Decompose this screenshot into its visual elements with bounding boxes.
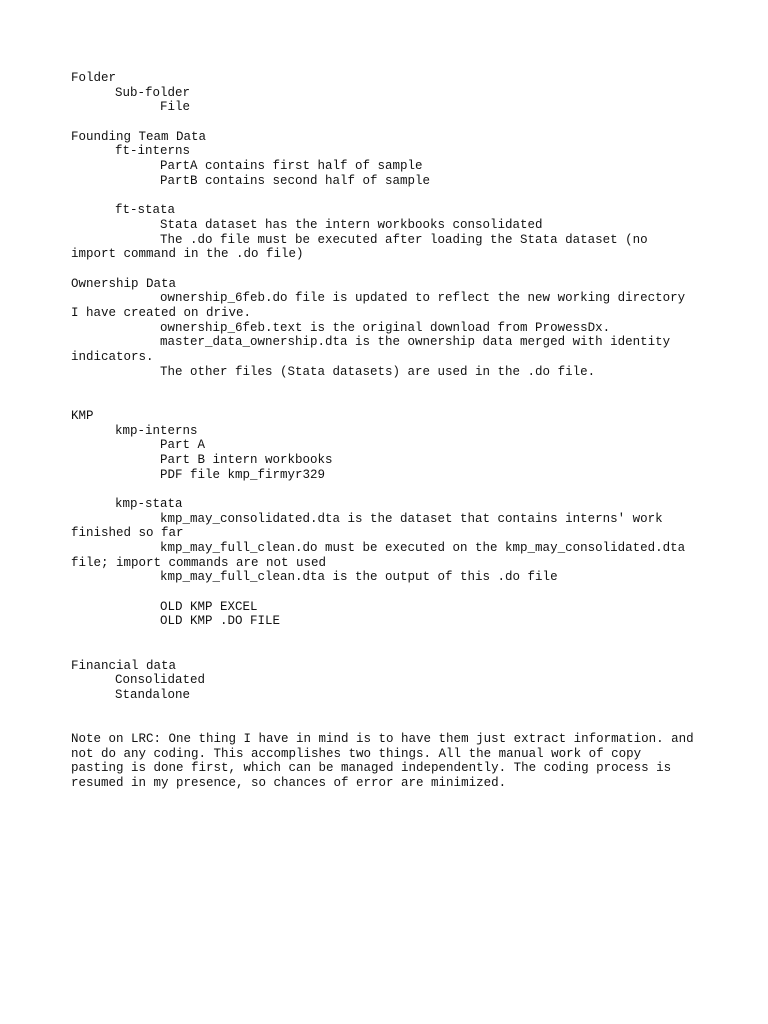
kmp-stata-line: kmp_may_full_clean.do must be executed on the kmp_may_consolidated.dta <box>160 541 686 555</box>
kmp-interns-item: Part A <box>160 438 206 453</box>
spacer <box>71 262 711 277</box>
ft-stata-folder: ft-stata <box>115 203 176 218</box>
founding-team-heading: Founding Team Data <box>71 129 207 144</box>
document-page <box>71 71 711 791</box>
kmp-old-item: OLD KMP EXCEL <box>160 599 258 614</box>
spacer <box>71 379 711 394</box>
ownership-line-wrap: I have created on drive. <box>71 306 252 320</box>
kmp-stata-line: kmp_may_full_clean.dta is the output of this .do file <box>160 570 558 585</box>
legend-file: File <box>160 100 191 115</box>
spacer <box>71 585 711 600</box>
kmp-stata-line: kmp_may_consolidated.dta is the dataset that contains interns' work <box>160 511 663 526</box>
kmp-stata-line-wrap: file; import commands are not used <box>71 555 327 570</box>
ownership-heading: Ownership Data <box>71 276 177 291</box>
kmp-heading: KMP <box>71 408 94 423</box>
ownership-line-wrap: indicators. <box>71 350 154 365</box>
ownership-line: master_data_ownership.dta is the ownership data merged with identity <box>160 335 671 350</box>
spacer <box>71 644 711 659</box>
kmp-stata-line-wrap: finished so far <box>71 526 184 541</box>
kmp-stata-folder: kmp-stata <box>115 496 183 511</box>
ownership-line: ownership_6feb.text is the original download from ProwessDx. <box>160 320 611 335</box>
spacer <box>71 629 711 644</box>
kmp-interns-item: PDF file kmp_firmyr329 <box>160 467 326 482</box>
spacer <box>71 189 711 204</box>
spacer <box>71 394 711 409</box>
legend-subfolder: Sub-folder <box>115 85 191 100</box>
note-line: Note on LRC: One thing I have in mind is to have them just extract information. and <box>71 731 694 746</box>
kmp-interns-folder: kmp-interns <box>115 423 198 438</box>
ft-interns-part-a: PartA contains first half of sample <box>160 159 423 174</box>
ft-stata-line-wrap: import command in the .do file) <box>71 247 304 262</box>
kmp-old-item: OLD KMP .DO FILE <box>160 614 281 629</box>
legend-folder: Folder <box>71 71 117 85</box>
note-line: resumed in my presence, so chances of error are minimized. <box>71 776 507 790</box>
financial-item: Consolidated <box>115 673 206 688</box>
note-line: not do any coding. This accomplishes two things. All the manual work of copy <box>71 746 642 761</box>
ownership-line: ownership_6feb.do file is updated to reflect the new working directory <box>160 291 686 306</box>
spacer <box>71 703 711 718</box>
spacer <box>71 115 711 130</box>
spacer <box>71 717 711 732</box>
financial-item: Standalone <box>115 687 191 702</box>
note-line: pasting is done first, which can be managed independently. The coding process is <box>71 761 672 776</box>
ownership-line: The other files (Stata datasets) are used in the .do file. <box>160 364 596 379</box>
ft-interns-folder: ft-interns <box>115 144 191 159</box>
kmp-interns-item: Part B intern workbooks <box>160 452 333 467</box>
ft-stata-line: The .do file must be executed after loading the Stata dataset (no <box>160 232 648 247</box>
financial-heading: Financial data <box>71 658 177 673</box>
ft-interns-part-b: PartB contains second half of sample <box>160 173 431 188</box>
ft-stata-line: Stata dataset has the intern workbooks consolidated <box>160 217 543 232</box>
spacer <box>71 482 711 497</box>
